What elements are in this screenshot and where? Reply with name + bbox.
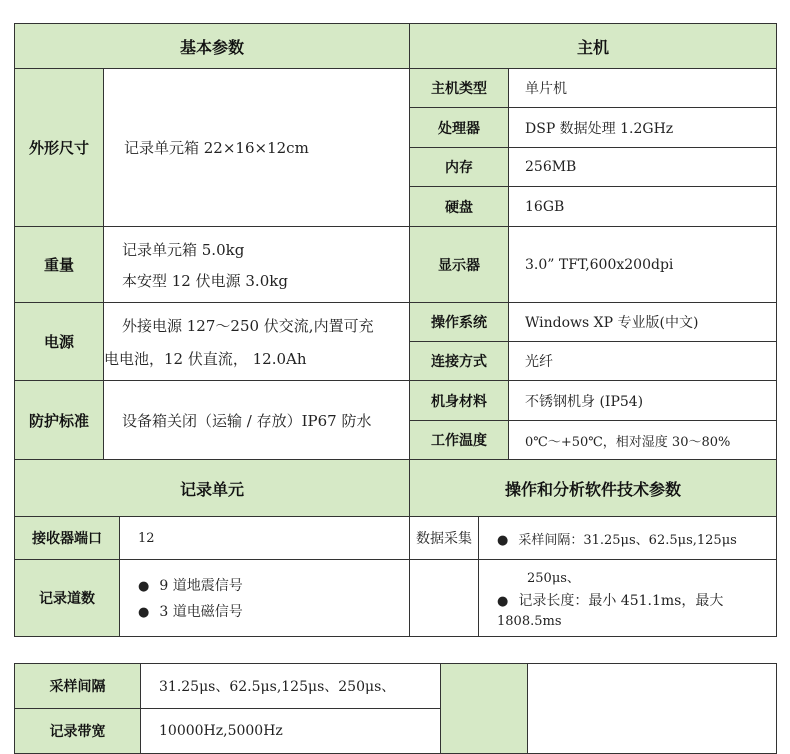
software-title: 操作和分析软件技术参数 — [504, 479, 681, 499]
basic-params-header — [14, 23, 410, 69]
weight-line-1: 记录单元箱 5.0kg — [122, 240, 245, 259]
connection-value-cell — [508, 341, 777, 381]
section3-label-cell — [440, 663, 528, 754]
power-label-cell — [14, 302, 104, 381]
bandwidth-label: 记录带宽 — [49, 724, 106, 740]
material-label: 机身材料 — [431, 393, 487, 410]
display-label: 显示器 — [438, 257, 480, 274]
channels-label: 记录道数 — [39, 591, 95, 607]
bandwidth-value: 10000Hz,5000Hz — [159, 723, 283, 739]
basic-params-title: 基本参数 — [179, 37, 244, 57]
host-type-value: 单片机 — [525, 81, 567, 97]
channels-label-cell — [14, 559, 120, 637]
weight-line-2: 本安型 12 伏电源 3.0kg — [122, 271, 288, 290]
material-value-cell — [508, 380, 777, 421]
channels-value-cell — [119, 559, 410, 637]
host-title: 主机 — [576, 37, 609, 57]
temperature-value-cell — [508, 420, 777, 460]
protection-value-cell — [103, 380, 410, 460]
memory-label-cell — [409, 147, 509, 187]
material-label-cell — [409, 380, 509, 421]
host-type-value-cell — [508, 68, 777, 108]
memory-value-cell — [508, 147, 777, 187]
disk-value: 16GB — [525, 198, 565, 215]
acq-label-cell — [409, 516, 479, 560]
cpu-value: DSP 数据处理 1.2GHz — [525, 120, 674, 137]
acq-value-cell-bottom — [478, 559, 777, 637]
bandwidth-value-cell — [140, 708, 441, 754]
power-line-1: 外接电源 127～250 伏交流,内置可充 — [122, 316, 374, 335]
memory-label: 内存 — [445, 160, 473, 176]
os-label-cell — [409, 302, 509, 342]
power-line-2: 电电池，12 伏直流， 12.0Ah — [104, 349, 307, 368]
power-label: 电源 — [43, 333, 74, 351]
weight-label: 重量 — [43, 256, 74, 274]
receiver-label: 接收器端口 — [32, 531, 102, 547]
acq-label: 数据采集 — [416, 531, 472, 547]
host-header — [409, 23, 777, 69]
bandwidth-label-cell — [14, 708, 141, 754]
os-value-cell — [508, 302, 777, 342]
disk-value-cell — [508, 186, 777, 227]
acq-line-3: ● 记录长度：最小 451.1ms，最大 — [497, 590, 723, 610]
os-label: 操作系统 — [431, 315, 487, 331]
channel-item-seismic: ● 9 道地震信号 — [138, 575, 243, 595]
cpu-label: 处理器 — [438, 120, 480, 137]
protection-value: 设备箱关闭（运输 / 存放）IP67 防水 — [122, 411, 372, 430]
sampling-value: 31.25μs、62.5μs,125μs、250μs、 — [159, 679, 396, 695]
channel-item-em: ● 3 道电磁信号 — [138, 601, 243, 621]
section3-value-cell — [527, 663, 777, 754]
software-header — [409, 459, 777, 517]
temperature-label-cell — [409, 420, 509, 460]
material-value: 不锈钢机身 (IP54) — [525, 393, 644, 410]
size-value: 记录单元箱 22×16×12cm — [124, 139, 309, 157]
display-value: 3.0” TFT,600x200dpi — [525, 256, 674, 273]
cpu-value-cell — [508, 107, 777, 148]
sampling-label-cell — [14, 663, 141, 709]
acq-value-cell-top — [478, 516, 777, 560]
connection-label-cell — [409, 341, 509, 381]
acq-line-1: ● 采样间隔：31.25μs、62.5μs,125μs — [497, 529, 737, 548]
disk-label-cell — [409, 186, 509, 227]
display-value-cell — [508, 226, 777, 303]
weight-value-cell — [103, 226, 410, 303]
power-value-cell — [103, 302, 410, 381]
acq-line-4: 1808.5ms — [497, 614, 562, 629]
receiver-value-cell — [119, 516, 410, 560]
protection-label: 防护标准 — [28, 411, 89, 430]
cpu-label-cell — [409, 107, 509, 148]
disk-label: 硬盘 — [445, 199, 473, 216]
weight-label-cell — [14, 226, 104, 303]
connection-label: 连接方式 — [431, 354, 487, 370]
os-value: Windows XP 专业版(中文) — [525, 315, 699, 331]
acq-label-cell-bottom — [409, 559, 479, 637]
temperature-value: 0℃～+50℃，相对湿度 30～80% — [525, 434, 731, 450]
recorder-header — [14, 459, 410, 517]
host-type-label-cell — [409, 68, 509, 108]
size-value-cell — [103, 68, 410, 227]
sampling-label: 采样间隔 — [49, 679, 106, 695]
protection-label-cell — [14, 380, 104, 460]
size-label-cell — [14, 68, 104, 227]
memory-value: 256MB — [525, 159, 577, 175]
receiver-value: 12 — [138, 530, 155, 546]
temperature-label: 工作温度 — [431, 433, 487, 449]
connection-value: 光纤 — [525, 354, 553, 370]
sampling-value-cell — [140, 663, 441, 709]
size-label: 外形尺寸 — [28, 139, 89, 157]
receiver-label-cell — [14, 516, 120, 560]
acq-line-2: 250μs、 — [527, 571, 580, 586]
host-type-label: 主机类型 — [431, 81, 487, 97]
recorder-title: 记录单元 — [179, 479, 244, 499]
display-label-cell — [409, 226, 509, 303]
